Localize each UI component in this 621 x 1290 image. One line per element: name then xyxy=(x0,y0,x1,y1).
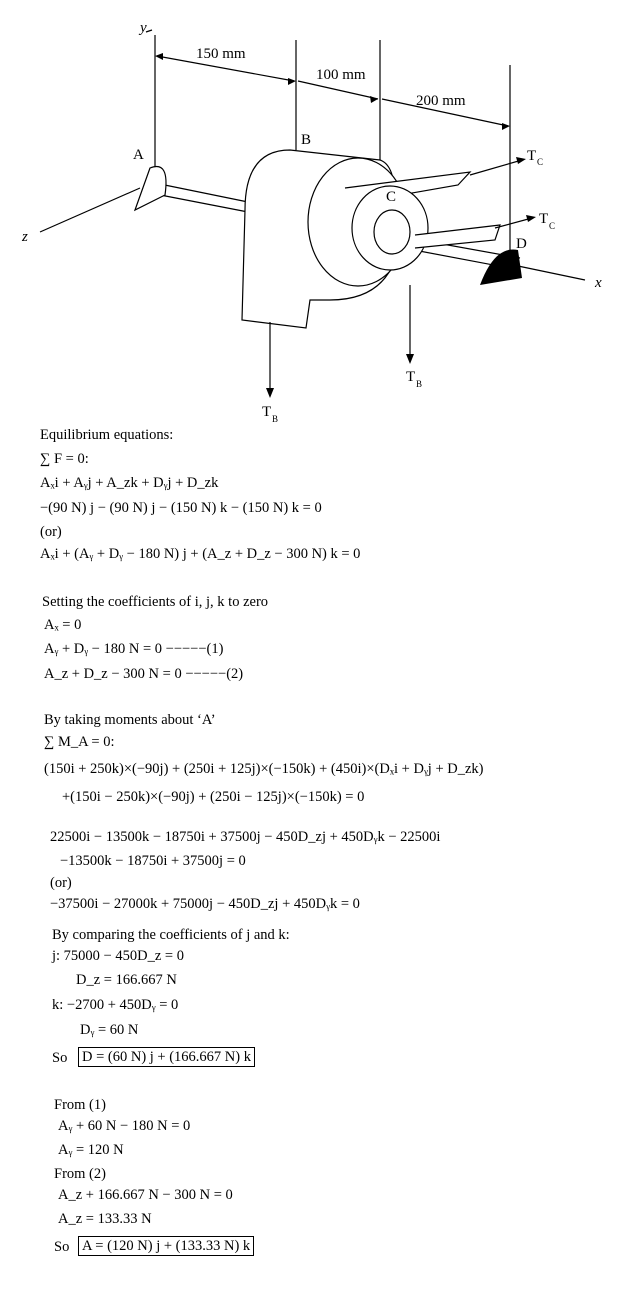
force-loads: −(90 N) j − (90 N) j − (150 N) k − (150 N) k = 0 xyxy=(40,500,322,516)
sum-m: ∑ M_A = 0: xyxy=(44,734,115,750)
or-1: (or) xyxy=(40,524,62,540)
axis-y-label: y xyxy=(140,20,147,36)
so-1: So xyxy=(52,1050,68,1066)
arrow-tc-prime xyxy=(495,218,532,228)
shaft-bottom-left xyxy=(150,193,248,212)
az-value: A_z = 133.33 N xyxy=(58,1211,152,1227)
tb-sub: B xyxy=(272,414,279,424)
force-terms: Aₓi + Aᵧj + A_zk + Dᵧj + D_zk xyxy=(40,475,219,491)
tb-label: T xyxy=(262,404,272,420)
dim-arrow-b1 xyxy=(288,78,296,85)
tc-sub: C xyxy=(537,157,544,167)
az-equation: A_z + 166.667 N − 300 N = 0 xyxy=(58,1187,233,1203)
tb-prime-sub: B xyxy=(416,379,423,389)
arrow-tc xyxy=(470,160,522,175)
or-2: (or) xyxy=(50,875,72,891)
eq-2: A_z + D_z − 300 N = 0 −−−−−(2) xyxy=(44,666,244,682)
expand-line-1: 22500i − 13500k − 18750i + 37500j − 450D_zj + 450Dᵧk − 22500i xyxy=(50,829,441,845)
force-combined: Aₓi + (Aᵧ + Dᵧ − 180 N) j + (A_z + D_z − 300 N) k = 0 xyxy=(40,546,361,562)
expand-line-2: −13500k − 18750i + 37500j = 0 xyxy=(60,853,246,869)
ay-equation: Aᵧ + 60 N − 180 N = 0 xyxy=(58,1118,191,1134)
tc-prime-label: T xyxy=(539,211,549,227)
k-equation: k: −2700 + 450Dᵧ = 0 xyxy=(52,997,179,1013)
arrow-head-tb-prime xyxy=(406,354,414,364)
tc-prime-sub: C xyxy=(549,221,556,231)
compare-title: By comparing the coefficients of j and k: xyxy=(52,927,290,943)
z-axis-line xyxy=(40,188,140,232)
dz-value: D_z = 166.667 N xyxy=(76,972,177,988)
shaft-figure xyxy=(0,0,621,430)
dim-arrow-a xyxy=(155,53,163,60)
y-axis-tick xyxy=(146,30,152,32)
arrow-head-tc xyxy=(516,157,526,164)
point-b-label: B xyxy=(301,132,312,148)
dim-arrow-d xyxy=(502,123,510,130)
moment-line-1: (150i + 250k)×(−90j) + (250i + 125j)×(−150k) + (450i)×(Dₓi + Dᵧj + D_zk) xyxy=(44,761,484,777)
ax-zero: Aₓ = 0 xyxy=(44,617,82,633)
point-c-label: C xyxy=(386,189,397,205)
dim-line-bc xyxy=(298,81,378,99)
from-2: From (2) xyxy=(54,1166,106,1182)
point-a-label: A xyxy=(133,147,144,163)
dim-bc-label: 100 mm xyxy=(316,67,366,83)
moment-title: By taking moments about ‘A’ xyxy=(44,712,216,728)
coeff-title: Setting the coefficients of i, j, k to zero xyxy=(42,594,269,610)
so-2: So xyxy=(54,1239,70,1255)
point-d-label: D xyxy=(516,236,527,252)
dim-cd-label: 200 mm xyxy=(416,93,466,109)
arrow-head-tb xyxy=(266,388,274,398)
axis-z-label: z xyxy=(22,229,28,245)
moment-line-2: +(150i − 250k)×(−90j) + (250i − 125j)×(−150k) = 0 xyxy=(62,789,365,805)
x-axis-line xyxy=(518,266,585,280)
eq-1: Aᵧ + Dᵧ − 180 N = 0 −−−−−(1) xyxy=(44,641,224,657)
dy-value: Dᵧ = 60 N xyxy=(80,1022,139,1038)
sum-f: ∑ F = 0: xyxy=(40,451,89,467)
dim-ab-label: 150 mm xyxy=(196,46,246,62)
arrow-head-tc-prime xyxy=(526,215,536,222)
axis-x-label: x xyxy=(595,275,602,291)
from-1: From (1) xyxy=(54,1097,106,1113)
support-d xyxy=(480,249,522,285)
expand-line-3: −37500i − 27000k + 75000j − 450D_zj + 450Dᵧk = 0 xyxy=(50,896,360,912)
tc-label: T xyxy=(527,148,537,164)
ay-value: Aᵧ = 120 N xyxy=(58,1142,124,1158)
a-result-box: A = (120 N) j + (133.33 N) k xyxy=(78,1236,254,1256)
eq-title: Equilibrium equations: xyxy=(40,427,174,443)
tb-prime-label: T xyxy=(406,369,416,385)
j-equation: j: 75000 − 450D_z = 0 xyxy=(52,948,184,964)
d-result-box: D = (60 N) j + (166.667 N) k xyxy=(78,1047,255,1067)
pulley-c-hub xyxy=(374,210,410,254)
dim-arrow-c1 xyxy=(370,96,378,103)
